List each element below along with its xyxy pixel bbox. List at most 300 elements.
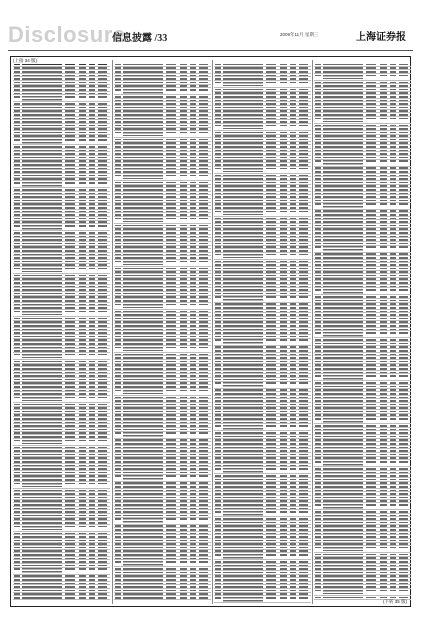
table-cell [223, 75, 263, 77]
table-cell [180, 454, 187, 456]
table-cell [399, 171, 408, 173]
table-cell [89, 372, 95, 374]
table-cell [215, 125, 221, 127]
table-cell [65, 257, 75, 259]
table-cell [380, 357, 387, 359]
table-cell [390, 135, 396, 137]
table-cell [89, 304, 95, 306]
table-cell [266, 375, 276, 377]
table-row [13, 396, 110, 403]
table-cell [290, 540, 296, 542]
table-cell [380, 253, 387, 255]
table-cell [390, 89, 396, 91]
table-cell [315, 518, 321, 520]
table-cell [115, 504, 121, 506]
table-cell [390, 103, 396, 105]
table-cell [98, 200, 107, 202]
table-cell [79, 515, 86, 517]
table-cell [199, 153, 208, 155]
table-cell [323, 382, 363, 384]
table-cell [115, 490, 121, 492]
table-cell [290, 450, 296, 452]
table-cell [380, 515, 387, 517]
table-cell [123, 390, 163, 395]
table-cell [266, 189, 276, 191]
table-cell [223, 307, 263, 309]
table-cell [366, 579, 376, 581]
table-cell [65, 465, 75, 467]
table-cell [190, 246, 196, 248]
table-cell [89, 250, 95, 252]
table-cell [315, 425, 321, 427]
table-column-1 [13, 63, 110, 603]
table-cell [215, 393, 221, 395]
table-cell [190, 232, 196, 234]
table-cell [399, 296, 408, 298]
table-cell [190, 382, 196, 384]
table-cell [280, 103, 287, 105]
table-cell [199, 418, 208, 420]
table-cell [89, 404, 95, 406]
table-cell [115, 558, 121, 560]
table-cell [380, 468, 387, 470]
table-cell [380, 557, 387, 559]
table-cell [315, 414, 321, 416]
table-cell [79, 286, 86, 288]
table-cell [22, 64, 62, 66]
page-header [8, 22, 413, 48]
table-cell [390, 486, 396, 488]
table-row [13, 181, 110, 188]
table-cell [22, 275, 62, 277]
table-cell [315, 125, 321, 127]
table-cell [79, 164, 86, 166]
table-cell [299, 568, 308, 570]
table-cell [166, 142, 176, 144]
table-cell [14, 561, 20, 563]
table-cell [323, 540, 363, 542]
table-cell [299, 236, 308, 238]
table-cell [199, 468, 208, 470]
table-cell [190, 572, 196, 574]
table-cell [223, 107, 263, 109]
table-cell [215, 422, 221, 424]
table-cell [315, 114, 321, 116]
table-cell [399, 486, 408, 488]
table-cell [390, 386, 396, 388]
table-cell [115, 454, 121, 456]
table-cell [315, 339, 321, 341]
table-cell [223, 475, 263, 477]
table-cell [223, 286, 263, 288]
table-cell [366, 92, 376, 94]
table-cell [280, 318, 287, 320]
table-cell [65, 282, 75, 284]
table-cell [22, 261, 62, 263]
table-cell [315, 482, 321, 484]
table-cell [180, 590, 187, 592]
table-cell [14, 554, 20, 556]
table-cell [280, 114, 287, 116]
table-row [314, 331, 411, 338]
table-cell [223, 264, 263, 266]
table-cell [290, 135, 296, 137]
table-cell [290, 468, 296, 470]
table-cell [266, 411, 276, 413]
table-cell [390, 368, 396, 370]
table-cell [180, 196, 187, 198]
table-cell [199, 211, 208, 213]
table-cell [315, 89, 321, 91]
table-cell [14, 450, 20, 452]
table-cell [290, 100, 296, 102]
table-cell [115, 82, 121, 84]
table-cell [166, 461, 176, 463]
table-cell [199, 597, 208, 599]
table-cell [290, 493, 296, 495]
table-cell [199, 375, 208, 377]
table-cell [190, 189, 196, 191]
table-cell [79, 472, 86, 474]
table-cell [190, 590, 196, 592]
table-cell [215, 142, 221, 144]
table-cell [98, 107, 107, 109]
table-cell [380, 450, 387, 452]
table-cell [14, 139, 20, 141]
table-cell [166, 246, 176, 248]
table-cell [380, 175, 387, 177]
table-cell [65, 361, 75, 363]
table-cell [266, 454, 276, 456]
table-cell [98, 475, 107, 477]
table-cell [166, 572, 176, 574]
table-cell [180, 382, 187, 384]
table-cell [299, 575, 308, 577]
table-cell [290, 504, 296, 506]
table-cell [14, 221, 20, 223]
table-cell [79, 300, 86, 302]
table-cell [22, 343, 62, 345]
table-cell [123, 171, 163, 173]
table-cell [290, 508, 296, 510]
table-cell [180, 261, 187, 263]
table-cell [79, 526, 86, 528]
table-cell [22, 422, 62, 424]
table-cell [14, 533, 20, 535]
table-cell [290, 518, 296, 520]
table-cell [290, 157, 296, 159]
table-cell [366, 586, 376, 588]
table-cell [280, 354, 287, 356]
table-cell [190, 193, 196, 195]
table-cell [190, 64, 196, 66]
table-cell [299, 271, 308, 273]
table-cell [366, 597, 376, 599]
table-cell [115, 457, 121, 459]
table-cell [290, 225, 296, 227]
table-cell [65, 558, 75, 560]
table-cell [390, 547, 396, 549]
table-cell [65, 110, 75, 112]
table-cell [280, 450, 287, 452]
table-cell [315, 200, 321, 202]
table-cell [65, 261, 75, 263]
table-cell [290, 407, 296, 409]
table-cell [380, 146, 387, 148]
table-cell [223, 504, 263, 506]
table-cell [290, 482, 296, 484]
table-cell [266, 318, 276, 320]
table-cell [14, 447, 20, 449]
table-cell [89, 175, 95, 177]
table-cell [123, 103, 163, 105]
table-cell [366, 307, 376, 309]
table-cell [315, 275, 321, 277]
table-cell [380, 268, 387, 270]
table-cell [280, 497, 287, 499]
table-cell [166, 139, 176, 141]
table-cell [223, 336, 263, 338]
table-cell [390, 243, 396, 245]
table-cell [215, 89, 221, 91]
table-cell [315, 554, 321, 556]
table-cell [266, 393, 276, 395]
table-cell [390, 400, 396, 402]
table-cell [166, 325, 176, 327]
table-cell [366, 221, 376, 223]
table-cell [180, 575, 187, 577]
table-cell [215, 92, 221, 94]
table-row [13, 568, 110, 575]
table-cell [323, 511, 363, 513]
table-cell [98, 146, 107, 148]
table-cell [390, 160, 396, 162]
table-cell [299, 393, 308, 395]
table-cell [115, 411, 121, 413]
table-cell [180, 386, 187, 388]
table-cell [79, 597, 86, 599]
table-cell [366, 425, 376, 427]
table-cell [115, 568, 121, 570]
table-cell [280, 393, 287, 395]
table-cell [115, 293, 121, 295]
table-cell [315, 404, 321, 406]
table-cell [299, 228, 308, 230]
table-cell [315, 107, 321, 109]
table-cell [65, 554, 75, 556]
table-cell [223, 236, 263, 238]
table-cell [180, 593, 187, 595]
table-cell [190, 236, 196, 238]
table-cell [98, 293, 107, 295]
table-cell [399, 547, 408, 549]
table-cell [98, 590, 107, 592]
table-cell [180, 572, 187, 574]
table-cell [199, 386, 208, 388]
table-cell [280, 321, 287, 323]
table-cell [380, 439, 387, 441]
table-cell [390, 579, 396, 581]
table-cell [299, 250, 308, 252]
table-cell [366, 253, 376, 255]
table-cell [315, 128, 321, 130]
table-row [214, 81, 311, 88]
table-cell [223, 71, 263, 73]
table-cell [380, 404, 387, 406]
table-cell [399, 218, 408, 220]
table-cell [14, 200, 20, 202]
table-cell [180, 311, 187, 313]
table-cell [65, 128, 75, 130]
table-cell [366, 432, 376, 434]
table-cell [22, 336, 62, 338]
table-cell [380, 529, 387, 531]
table-cell [199, 214, 208, 216]
table-cell [14, 257, 20, 259]
table-cell [280, 529, 287, 531]
table-cell [380, 575, 387, 577]
table-cell [223, 296, 263, 301]
table-cell [280, 579, 287, 581]
table-cell [223, 418, 263, 420]
table-cell [180, 561, 187, 563]
table-cell [323, 82, 363, 84]
table-cell [399, 443, 408, 445]
table-cell [123, 207, 163, 209]
table-cell [399, 125, 408, 127]
table-cell [14, 168, 20, 170]
table-cell [98, 150, 107, 152]
table-cell [98, 490, 107, 492]
table-cell [190, 454, 196, 456]
table-cell [89, 236, 95, 238]
table-cell [79, 332, 86, 334]
table-cell [280, 164, 287, 166]
table-cell [123, 311, 163, 313]
table-cell [65, 325, 75, 327]
table-cell [22, 121, 62, 123]
table-cell [323, 590, 363, 595]
table-cell [366, 268, 376, 270]
table-cell [166, 508, 176, 510]
table-cell [65, 372, 75, 374]
table-cell [266, 121, 276, 123]
table-cell [315, 261, 321, 263]
table-cell [199, 114, 208, 116]
table-cell [366, 232, 376, 234]
table-cell [180, 200, 187, 202]
table-cell [22, 264, 62, 266]
table-cell [166, 529, 176, 531]
table-cell [280, 479, 287, 481]
table-cell [115, 261, 121, 263]
table-cell [290, 250, 296, 252]
table-cell [380, 214, 387, 216]
table-cell [98, 225, 107, 227]
table-cell [315, 450, 321, 452]
table-cell [123, 282, 163, 284]
table-cell [266, 107, 276, 109]
table-cell [190, 175, 196, 177]
table-cell [399, 404, 408, 406]
table-cell [180, 486, 187, 488]
table-cell [65, 411, 75, 413]
table-cell [323, 193, 363, 195]
table-cell [323, 314, 363, 316]
table-cell [390, 490, 396, 492]
table-cell [115, 286, 121, 288]
table-cell [190, 579, 196, 581]
table-cell [290, 246, 296, 248]
table-cell [215, 482, 221, 484]
table-cell [299, 425, 308, 427]
table-cell [299, 565, 308, 567]
table-cell [199, 554, 208, 556]
table-cell [22, 583, 62, 585]
table-cell [380, 547, 387, 549]
table-cell [366, 160, 376, 162]
table-cell [190, 185, 196, 187]
table-cell [22, 286, 62, 288]
table-cell [290, 289, 296, 291]
table-cell [180, 214, 187, 216]
table-cell [166, 361, 176, 363]
table-cell [323, 461, 363, 466]
table-cell [366, 590, 376, 592]
table-cell [14, 232, 20, 234]
table-cell [390, 461, 396, 463]
table-cell [180, 364, 187, 366]
table-cell [22, 390, 62, 392]
table-cell [98, 565, 107, 567]
table-cell [390, 261, 396, 263]
table-cell [215, 339, 221, 341]
table-cell [123, 332, 163, 334]
table-cell [223, 321, 263, 323]
table-cell [290, 336, 296, 338]
table-cell [22, 214, 62, 216]
table-cell [115, 397, 121, 399]
table-cell [323, 364, 363, 366]
table-cell [166, 339, 176, 341]
table-cell [215, 114, 221, 116]
table-cell [166, 368, 176, 370]
table-cell [380, 490, 387, 492]
table-cell [123, 533, 163, 535]
table-cell [399, 357, 408, 359]
table-cell [280, 572, 287, 574]
table-cell [315, 314, 321, 316]
table-cell [22, 493, 62, 495]
table-cell [98, 547, 107, 549]
column-divider [112, 60, 113, 604]
table-cell [266, 543, 276, 545]
table-cell [166, 225, 176, 227]
table-cell [366, 275, 376, 277]
table-cell [399, 261, 408, 263]
table-cell [89, 500, 95, 502]
table-cell [215, 78, 221, 80]
table-cell [366, 332, 376, 334]
table-cell [315, 264, 321, 266]
table-cell [166, 500, 176, 502]
table-cell [14, 254, 20, 256]
table-cell [223, 397, 263, 399]
table-cell [215, 110, 221, 112]
table-cell [290, 71, 296, 73]
table-cell [299, 325, 308, 327]
table-cell [266, 475, 276, 477]
